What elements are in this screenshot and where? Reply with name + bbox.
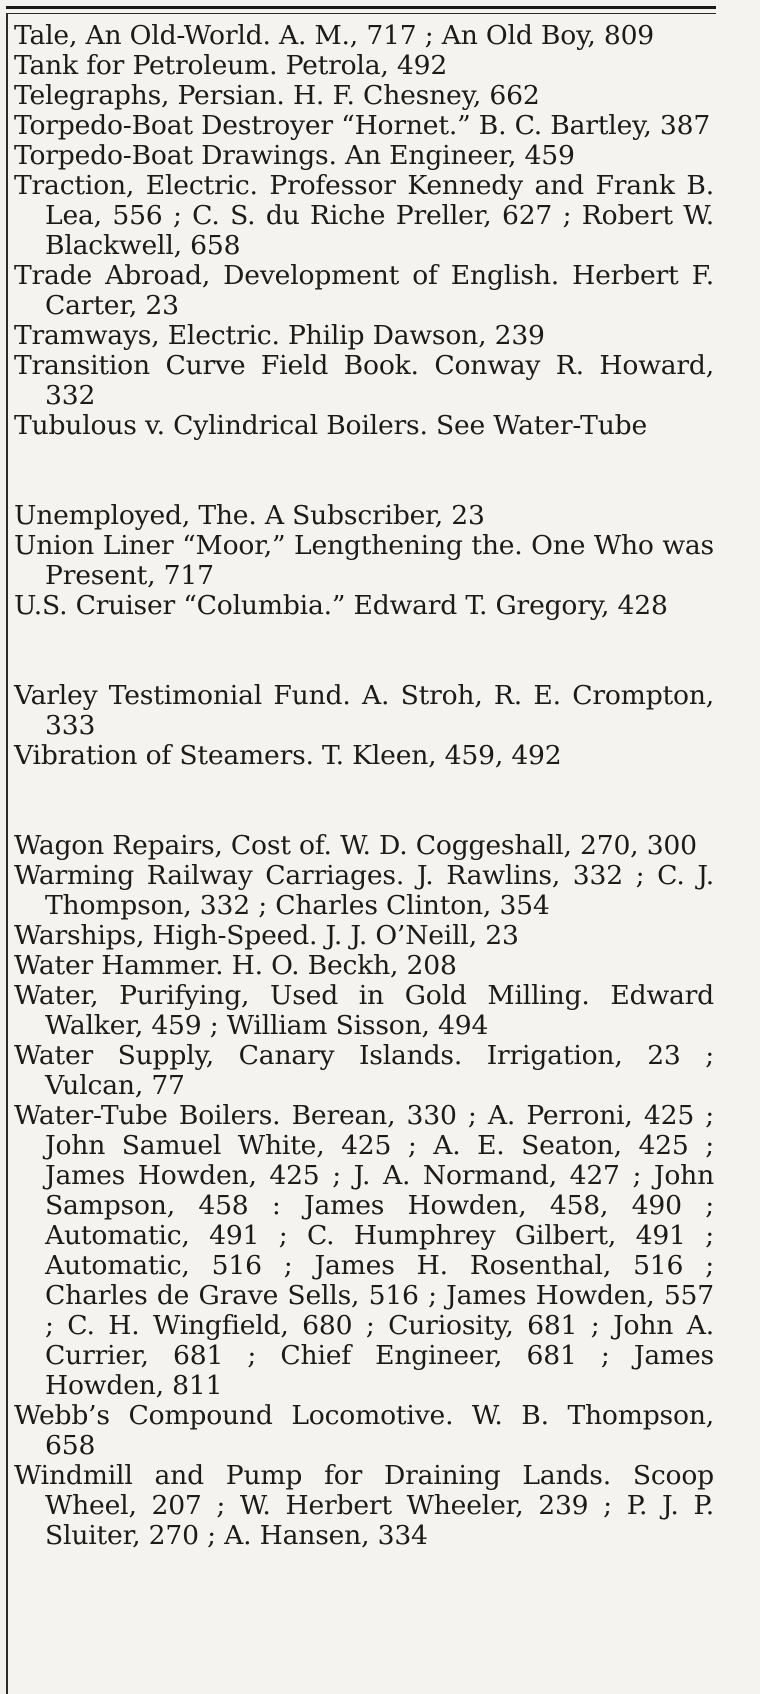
index-entry: Torpedo-Boat Drawings. An Engineer, 459	[14, 140, 575, 171]
index-entry: Varley Testimonial Fund. A. Stroh, R. E. Crompton, 333	[14, 680, 714, 741]
index-entry: Telegraphs, Persian. H. F. Chesney, 662	[14, 80, 540, 111]
index-entry: Tubulous v. Cylindrical Boilers. See Water-Tube	[14, 410, 647, 441]
index-entry: Water-Tube Boilers. Berean, 330 ; A. Perroni, 425 ; John Samuel White, 425 ; A. E. Seaton, 425 ; James Howden, 425 ; J. A. Normand, 427 ; John Sampson, 458 : James Howden, 458, 490 ; Automatic, 491 ; C. Humphrey Gilbert, 491 ; Automatic, 516 ; James H. Rosenthal, 516 ; Charles de Grave Sells, 516 ; James Howden, 557 ; C. H. Wingfield, 680 ; Curiosity, 681 ; John A. Currier, 681 ; Chief Engineer, 681 ; James Howden, 811	[14, 1100, 714, 1401]
index-entry: Trade Abroad, Development of English. Herbert F. Carter, 23	[14, 260, 714, 321]
letter-gap-w	[14, 771, 714, 831]
index-entry: Unemployed, The. A Subscriber, 23	[14, 500, 485, 531]
index-column	[14, 21, 714, 1551]
column-rule	[6, 14, 8, 1694]
index-entry: Tramways, Electric. Philip Dawson, 239	[14, 320, 545, 351]
index-entry: Traction, Electric. Professor Kennedy and Frank B. Lea, 556 ; C. S. du Riche Preller, 627 ; Robert W. Blackwell, 658	[14, 170, 714, 261]
index-entry: Torpedo-Boat Destroyer “Hornet.” B. C. Bartley, 387	[14, 110, 711, 141]
index-entry: Wagon Repairs, Cost of. W. D. Coggeshall, 270, 300	[14, 830, 697, 861]
index-entry: Warships, High-Speed. J. J. O’Neill, 23	[14, 920, 519, 951]
index-entry: U.S. Cruiser “Columbia.” Edward T. Gregory, 428	[14, 590, 668, 621]
index-entry: Union Liner “Moor,” Lengthening the. One Who was Present, 717	[14, 530, 714, 591]
index-entry: Water, Purifying, Used in Gold Milling. Edward Walker, 459 ; William Sisson, 494	[14, 980, 714, 1041]
index-entry: Water Hammer. H. O. Beckh, 208	[14, 950, 457, 981]
index-entry: Webb’s Compound Locomotive. W. B. Thompson, 658	[14, 1400, 714, 1461]
top-rule	[6, 6, 716, 9]
index-entry: Vibration of Steamers. T. Kleen, 459, 492	[14, 740, 562, 771]
index-entry: Tale, An Old-World. A. M., 717 ; An Old Boy, 809	[14, 20, 655, 51]
index-entry: Tank for Petroleum. Petrola, 492	[14, 50, 448, 81]
letter-gap-u	[14, 441, 714, 501]
index-entry: Warming Railway Carriages. J. Rawlins, 332 ; C. J. Thompson, 332 ; Charles Clinton, 354	[14, 860, 714, 921]
top-rule-thin	[6, 13, 716, 14]
index-entry: Windmill and Pump for Draining Lands. Scoop Wheel, 207 ; W. Herbert Wheeler, 239 ; P. J. P. Sluiter, 270 ; A. Hansen, 334	[14, 1460, 714, 1551]
index-entry: Transition Curve Field Book. Conway R. Howard, 332	[14, 350, 714, 411]
letter-gap-v	[14, 621, 714, 681]
index-entry: Water Supply, Canary Islands. Irrigation, 23 ; Vulcan, 77	[14, 1040, 714, 1101]
